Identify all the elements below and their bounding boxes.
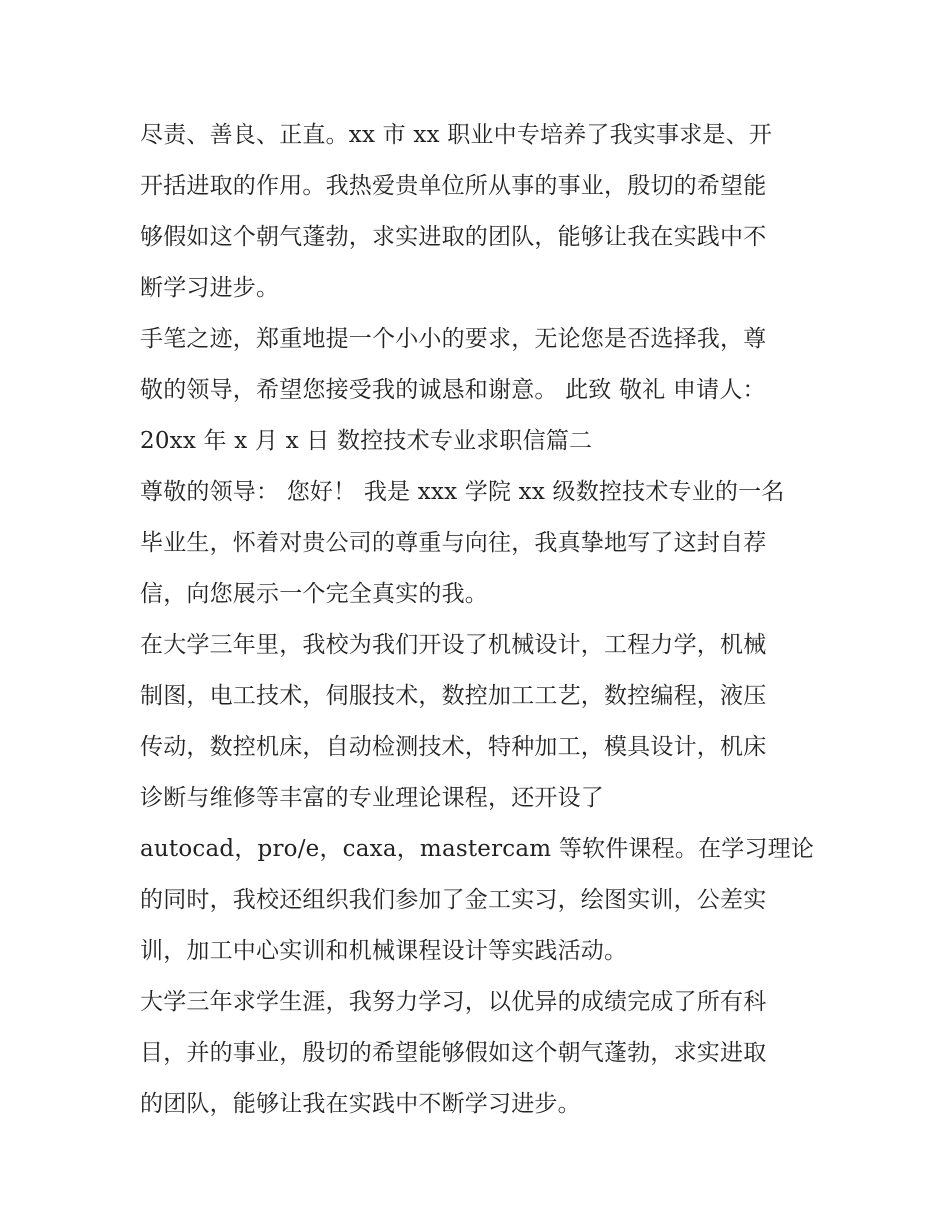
text-line: 够假如这个朝气蓬勃，求实进取的团队，能够让我在实践中不 [140, 224, 767, 250]
text-line: 大学三年求学生涯，我努力学习，以优异的成绩完成了所有科 [140, 989, 767, 1015]
text-line: 在大学三年里，我校为我们开设了机械设计，工程力学，机械 [140, 632, 767, 658]
text-line: 传动，数控机床，自动检测技术，特种加工，模具设计，机床 [140, 734, 767, 760]
text-line: 信，向您展示一个完全真实的我。 [140, 581, 488, 607]
text-line: 20xx 年 x 月 x 日 数控技术专业求职信篇二 [140, 428, 593, 454]
text-line: 尽责、善良、正直。xx 市 xx 职业中专培养了我实事求是、开 [140, 122, 773, 148]
document-body [140, 110, 830, 1130]
text-line: 制图，电工技术，伺服技术，数控加工工艺，数控编程，液压 [140, 683, 767, 709]
text-line: autocad，pro/e，caxa，mastercam 等软件课程。在学习理论 [140, 836, 815, 862]
text-line: 训，加工中心实训和机械课程设计等实践活动。 [140, 938, 628, 964]
text-line: 的同时，我校还组织我们参加了金工实习，绘图实训，公差实 [140, 887, 767, 913]
text-line: 开括进取的作用。我热爱贵单位所从事的事业，殷切的希望能 [140, 173, 767, 199]
text-line: 毕业生，怀着对贵公司的尊重与向往，我真挚地写了这封自荐 [140, 530, 767, 556]
text-line: 断学习进步。 [140, 275, 280, 301]
text-line: 手笔之迹，郑重地提一个小小的要求，无论您是否选择我，尊 [140, 326, 767, 352]
text-line: 目，并的事业，殷切的希望能够假如这个朝气蓬勃，求实进取 [140, 1040, 767, 1066]
text-line: 诊断与维修等丰富的专业理论课程，还开设了 [140, 785, 604, 811]
text-line: 的团队，能够让我在实践中不断学习进步。 [140, 1091, 581, 1117]
text-line: 尊敬的领导： 您好！ 我是 xxx 学院 xx 级数控技术专业的一名 [140, 479, 785, 505]
text-line: 敬的领导，希望您接受我的诚恳和谢意。 此致 敬礼 申请人： [140, 377, 766, 403]
